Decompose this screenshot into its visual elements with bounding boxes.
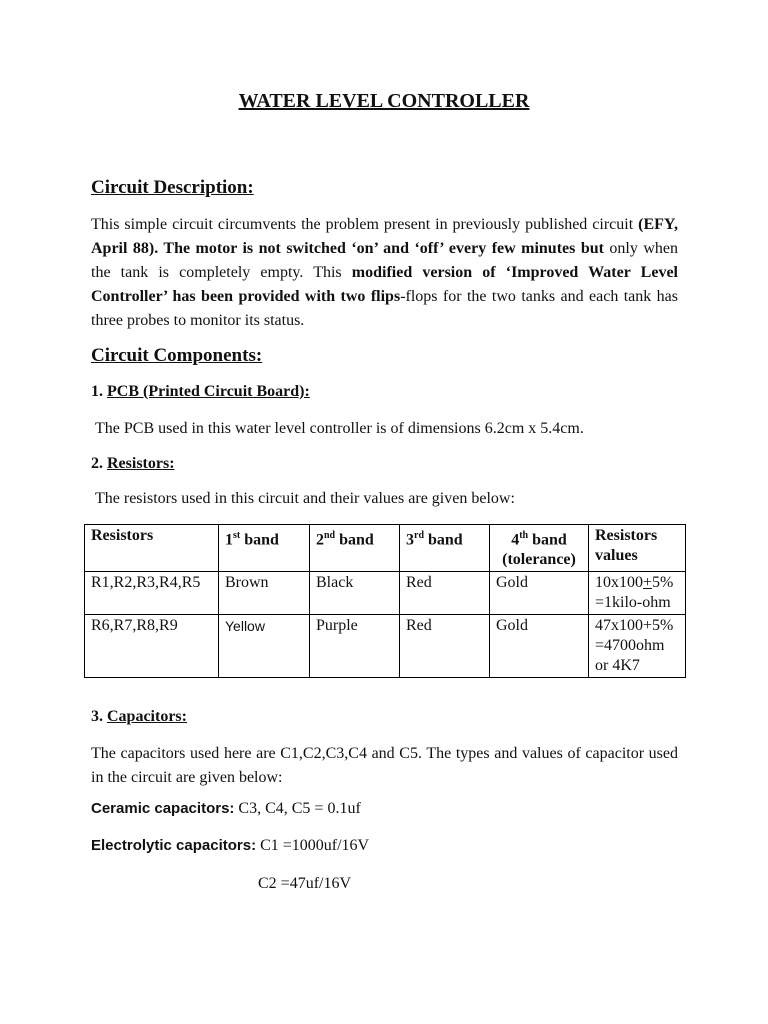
header-band-3-num: 3 bbox=[406, 531, 414, 549]
desc-part-b: (EFY, April 88). The motor is not switched ‘on’ and ‘off’ every few minutes but bbox=[91, 216, 678, 257]
header-band-4-num: 4 bbox=[511, 531, 520, 549]
desc-part-e: -flops for the two tanks and each tank has three probes to monitor its status. bbox=[91, 288, 679, 329]
header-band-1-num: 1 bbox=[225, 531, 233, 549]
resistors-number: 2. bbox=[91, 455, 107, 472]
header-band-1-rest: band bbox=[240, 531, 279, 549]
pcb-label: PCB (Printed Circuit Board): bbox=[107, 383, 310, 400]
header-band-4-sup: th bbox=[519, 530, 529, 541]
header-band-2 bbox=[310, 525, 400, 572]
cell-band-4: Gold bbox=[490, 615, 589, 678]
capacitors-label: Capacitors: bbox=[107, 708, 187, 725]
value-line1-a: 10x100 bbox=[595, 574, 643, 592]
desc-part-a: This simple circuit circumvents the problem present in previously published circuit bbox=[91, 216, 639, 233]
cell-band-2: Black bbox=[310, 572, 400, 615]
electrolytic-label: Electrolytic capacitors: bbox=[91, 837, 257, 854]
cell-band-3: Red bbox=[400, 572, 490, 615]
header-resistor-values bbox=[589, 525, 686, 572]
value-line2: =4700ohm bbox=[595, 637, 665, 655]
electrolytic-capacitors-line bbox=[91, 837, 369, 855]
cell-band-3: Red bbox=[400, 615, 490, 678]
ceramic-label: Ceramic capacitors: bbox=[91, 800, 235, 817]
cell-value bbox=[589, 572, 686, 615]
value-line1-a: 47x100+5% bbox=[595, 617, 674, 635]
table-row bbox=[85, 615, 686, 678]
value-line2: =1kilo-ohm bbox=[595, 594, 671, 612]
header-band-4-tolerance: (tolerance) bbox=[502, 551, 576, 569]
cell-band-2: Purple bbox=[310, 615, 400, 678]
resistors-subheading bbox=[91, 455, 175, 473]
cell-resistors: R6,R7,R8,R9 bbox=[85, 615, 219, 678]
cell-value bbox=[589, 615, 686, 678]
cell-band-4: Gold bbox=[490, 572, 589, 615]
header-band-2-rest: band bbox=[335, 531, 374, 549]
electrolytic-value: C1 =1000uf/16V bbox=[256, 837, 370, 854]
cell-resistors: R1,R2,R3,R4,R5 bbox=[85, 572, 219, 615]
header-band-1-sup: st bbox=[233, 530, 241, 541]
table-row bbox=[85, 572, 686, 615]
resistors-label: Resistors: bbox=[107, 455, 175, 472]
pcb-subheading bbox=[91, 383, 310, 401]
table-header-row bbox=[85, 525, 686, 572]
header-resistors: Resistors bbox=[85, 525, 219, 572]
header-values-line1: Resistors bbox=[595, 527, 658, 544]
header-band-2-sup: nd bbox=[324, 530, 336, 541]
capacitors-number: 3. bbox=[91, 708, 107, 725]
header-band-1 bbox=[219, 525, 310, 572]
header-band-4 bbox=[490, 525, 589, 572]
desc-part-d: modified version of ‘Improved Water Level Controller’ has been provided with two flips bbox=[91, 264, 678, 305]
value-line1-b: 5% bbox=[652, 574, 674, 592]
header-band-3-sup: rd bbox=[414, 530, 424, 541]
capacitors-subheading bbox=[91, 708, 187, 726]
circuit-description-heading: Circuit Description: bbox=[91, 177, 254, 198]
header-values-line2: values bbox=[595, 547, 638, 564]
circuit-components-heading: Circuit Components: bbox=[91, 345, 263, 366]
cell-band-1: Yellow bbox=[219, 615, 310, 678]
header-band-3-rest: band bbox=[424, 531, 463, 549]
header-band-4-rest: band bbox=[528, 531, 567, 549]
value-plus-minus: + bbox=[643, 574, 653, 592]
c2-value: C2 =47uf/16V bbox=[258, 875, 352, 892]
circuit-description-text bbox=[91, 213, 678, 333]
ceramic-capacitors-line bbox=[91, 800, 361, 818]
cell-band-1: Brown bbox=[219, 572, 310, 615]
capacitors-text: The capacitors used here are C1,C2,C3,C4 and C5. The types and values of capacitor used in the circuit are given below: bbox=[91, 745, 678, 786]
value-line3: or 4K7 bbox=[595, 657, 640, 675]
resistors-table bbox=[84, 524, 686, 678]
resistors-text: The resistors used in this circuit and their values are given below: bbox=[95, 490, 515, 507]
desc-part-c: only when the tank is completely empty. This bbox=[91, 240, 679, 281]
ceramic-value: C3, C4, C5 = 0.1uf bbox=[234, 800, 361, 817]
pcb-number: 1. bbox=[91, 383, 107, 400]
pcb-text: The PCB used in this water level controller is of dimensions 6.2cm x 5.4cm. bbox=[95, 420, 584, 437]
page-title: WATER LEVEL CONTROLLER bbox=[238, 90, 530, 112]
header-band-3 bbox=[400, 525, 490, 572]
header-band-2-num: 2 bbox=[316, 531, 324, 549]
